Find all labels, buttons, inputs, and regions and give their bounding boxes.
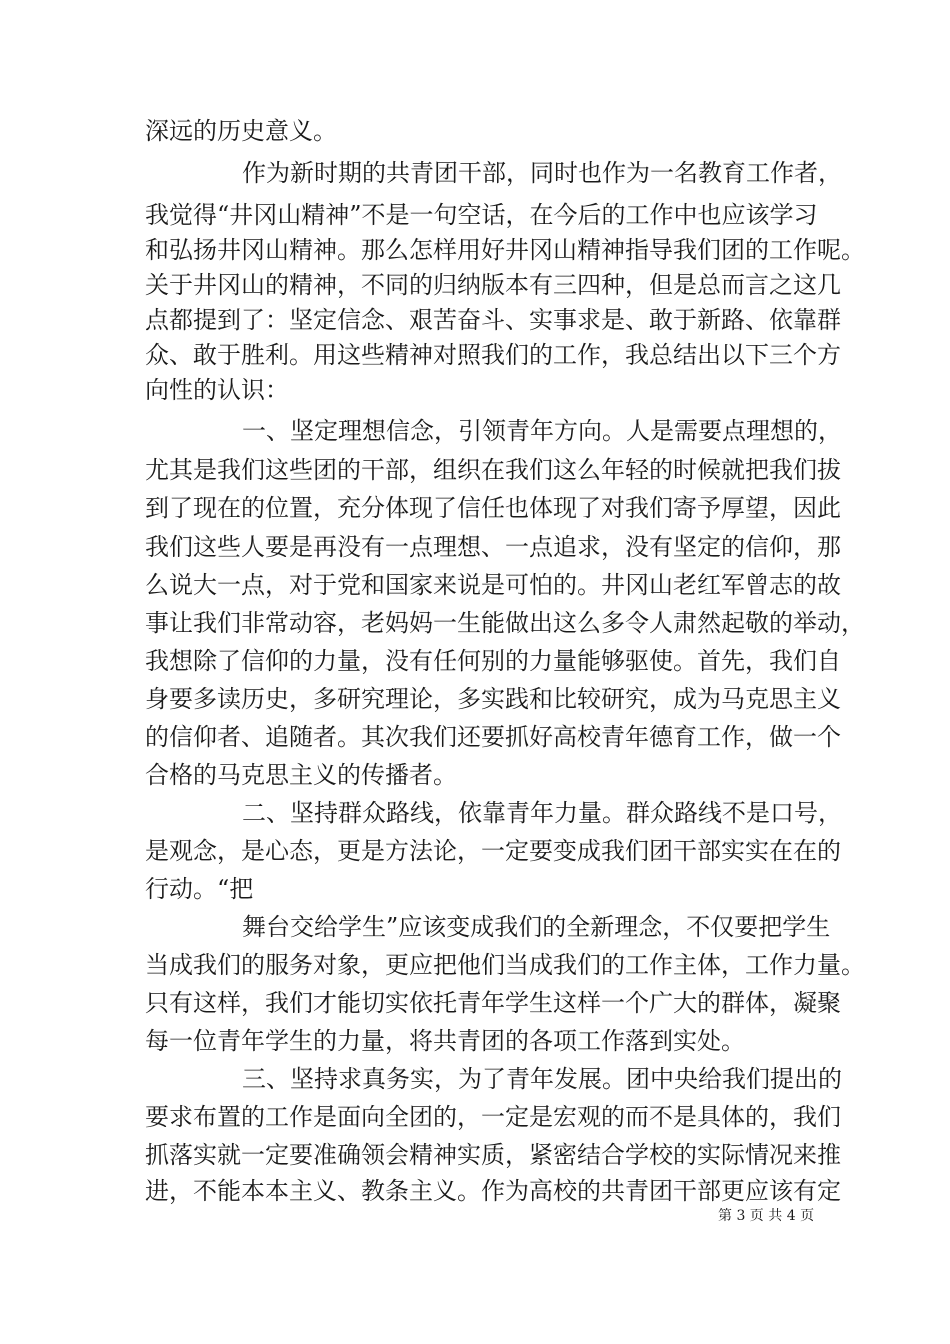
text-line: 和弘扬井冈山精神。那么怎样用好井冈山精神指导我们团的工作呢。	[145, 236, 865, 264]
text-line: 当成我们的服务对象，更应把他们当成我们的工作主体，工作力量。	[145, 951, 865, 979]
section-heading-three: 三、坚持求真务实，为了青年发展。团中央给我们提出的	[242, 1065, 842, 1093]
text-line: 行动。“把	[145, 875, 254, 903]
text-line: 的信仰者、追随者。其次我们还要抓好高校青年德育工作，做一个	[145, 723, 841, 751]
text-line: 我觉得“井冈山精神”不是一句空话，在今后的工作中也应该学习	[145, 201, 818, 229]
text-line: 舞台交给学生”应该变成我们的全新理念，不仅要把学生	[242, 913, 831, 941]
paragraph-first-line: 作为新时期的共青团干部，同时也作为一名教育工作者，	[242, 159, 842, 187]
text-line: 要求布置的工作是面向全团的，一定是宏观的而不是具体的，我们	[145, 1103, 841, 1131]
text-line: 深远的历史意义。	[145, 117, 337, 145]
text-line: 进，不能本本主义、教条主义。作为高校的共青团干部更应该有定	[145, 1177, 841, 1205]
text-line: 我想除了信仰的力量，没有任何别的力量能够驱使。首先，我们自	[145, 647, 841, 675]
text-line: 向性的认识：	[145, 376, 289, 404]
text-line: 只有这样，我们才能切实依托青年学生这样一个广大的群体，凝聚	[145, 989, 841, 1017]
text-line: 到了现在的位置，充分体现了信任也体现了对我们寄予厚望，因此	[145, 494, 841, 522]
text-line: 点都提到了：坚定信念、艰苦奋斗、实事求是、敢于新路、依靠群	[145, 306, 841, 334]
text-line: 抓落实就一定要准确领会精神实质，紧密结合学校的实际情况来推	[145, 1141, 841, 1169]
text-line: 么说大一点，对于党和国家来说是可怕的。井冈山老红军曾志的故	[145, 571, 841, 599]
text-line: 合格的马克思主义的传播者。	[145, 761, 457, 789]
page-number: 第 3 页 共 4 页	[718, 1208, 815, 1224]
text-line: 事让我们非常动容，老妈妈一生能做出这么多令人肃然起敬的举动，	[145, 609, 865, 637]
text-line: 众、敢于胜利。用这些精神对照我们的工作，我总结出以下三个方	[145, 341, 841, 369]
text-line: 我们这些人要是再没有一点理想、一点追求，没有坚定的信仰，那	[145, 533, 841, 561]
text-line: 身要多读历史，多研究理论，多实践和比较研究，成为马克思主义	[145, 685, 841, 713]
text-line: 关于井冈山的精神，不同的归纳版本有三四种，但是总而言之这几	[145, 271, 841, 299]
section-heading-two: 二、坚持群众路线，依靠青年力量。群众路线不是口号，	[242, 799, 842, 827]
section-heading-one: 一、坚定理想信念，引领青年方向。人是需要点理想的，	[242, 417, 842, 445]
text-line: 是观念，是心态，更是方法论，一定要变成我们团干部实实在在的	[145, 837, 841, 865]
text-line: 尤其是我们这些团的干部，组织在我们这么年轻的时候就把我们拔	[145, 456, 841, 484]
text-line: 每一位青年学生的力量，将共青团的各项工作落到实处。	[145, 1027, 745, 1055]
